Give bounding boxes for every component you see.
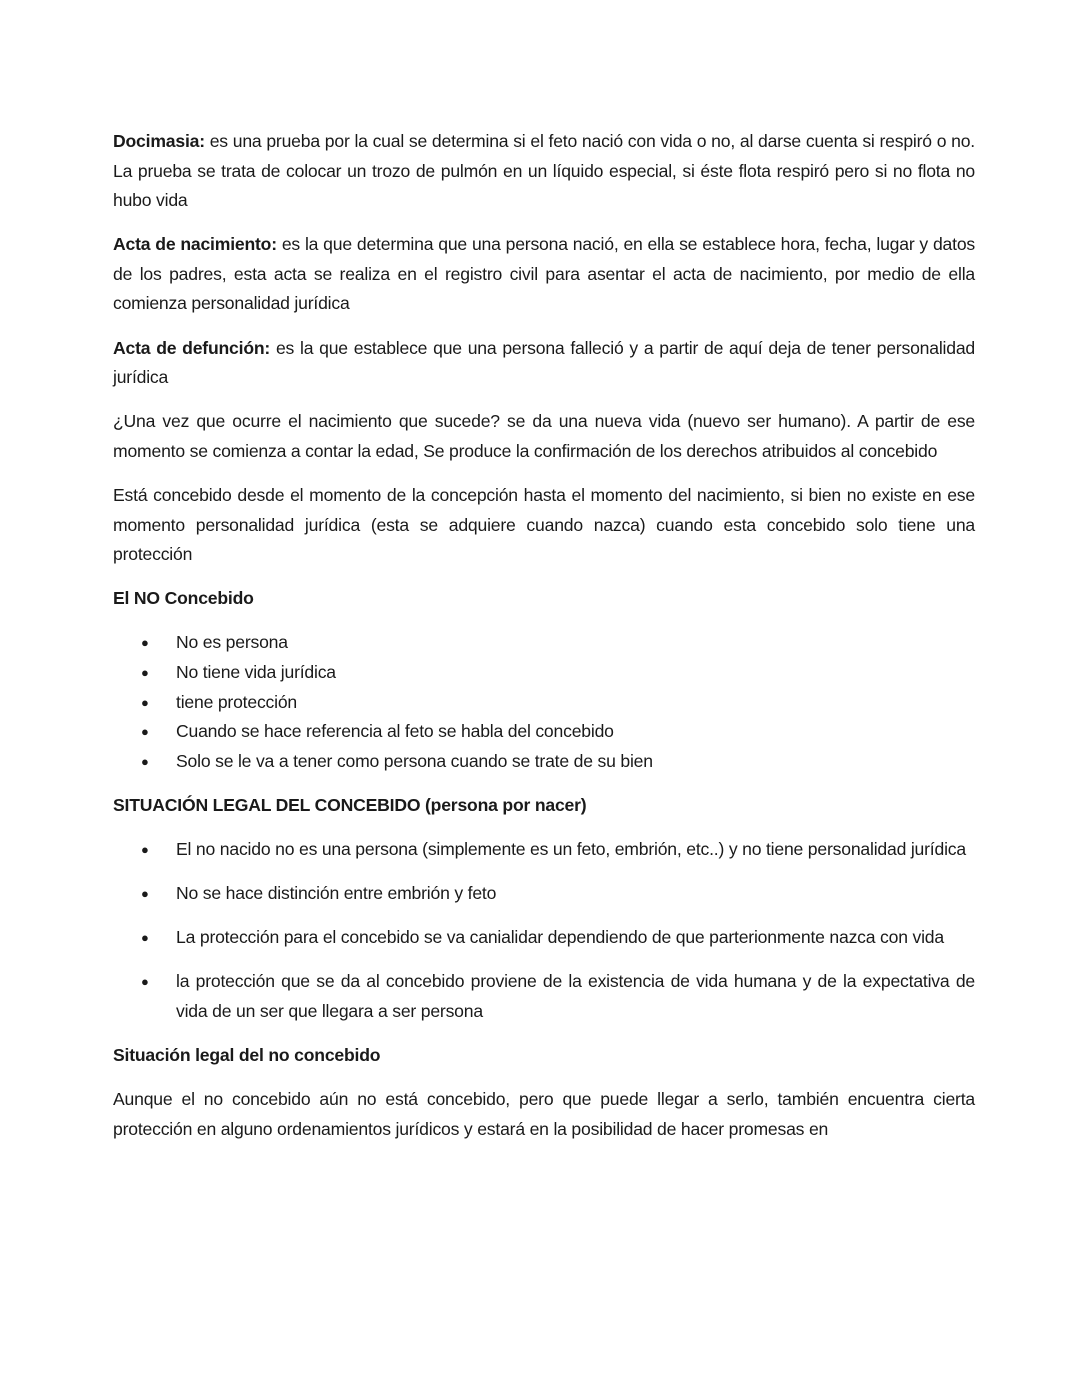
definition: es la que determina que una persona nació, en ella se establece hora, fecha, lugar y datos de los padres, esta acta se realiza en el registro civil para asentar el acta de nacimiento, por medio de ella comienza personalidad jurídica — [113, 234, 975, 314]
paragraph-no-concebido: Aunque el no concebido aún no está concebido, pero que puede llegar a serlo, también encuentra cierta protección en alguno ordenamientos jurídicos y estará en la posibilidad de hacer promesas en — [113, 1088, 975, 1139]
term: Acta de defunción: — [113, 337, 271, 358]
list-item: ● No se hace distinción entre embrión y feto — [113, 879, 975, 909]
heading-situacion-no-concebido — [113, 1041, 975, 1071]
paragraph-nacimiento-pregunta: ¿Una vez que ocurre el nacimiento que sucede? se da una nueva vida (nuevo ser humano). A partir de ese momento se comienza a contar la edad, Se produce la confirmación de los derechos atribuidos al concebido — [113, 411, 975, 461]
heading-text: Situación legal del no concebido — [113, 1044, 381, 1065]
list-situacion-concebido — [113, 835, 975, 1026]
list-item: ● tiene protección — [113, 688, 975, 718]
heading-text: El NO Concebido — [113, 588, 254, 609]
paragraph-docimasia — [113, 127, 975, 216]
list-item: ● Solo se le va a tener como persona cuando se trate de su bien — [113, 747, 975, 777]
definition: es una prueba por la cual se determina si el feto nació con vida o no, al darse cuenta si respiró o no. La prueba se trata de colocar un trozo de pulmón en un líquido especial, si éste flota respiró pero si no flota no hubo vida — [113, 131, 975, 211]
list-item: ● El no nacido no es una persona (simplemente es un feto, embrión, etc..) y no tiene personalidad jurídica — [113, 835, 975, 865]
list-item: ● la protección que se da al concebido proviene de la existencia de vida humana y de la expectativa de vida de un ser que llegara a ser persona — [113, 967, 975, 1026]
heading-text: SITUACIÓN LEGAL DEL CONCEBIDO (persona por nacer) — [113, 794, 587, 815]
heading-situacion-concebido — [113, 791, 975, 821]
term: Docimasia: — [113, 131, 205, 151]
paragraph-acta-defuncion — [113, 334, 975, 393]
paragraph-concebido: Está concebido desde el momento de la concepción hasta el momento del nacimiento, si bien no existe en ese momento personalidad jurídica (esta se adquiere cuando nazca) cuando esta concebido solo tiene una protección — [113, 484, 975, 565]
paragraph-acta-nacimiento — [113, 230, 975, 319]
document-page — [113, 127, 975, 1159]
list-item: ● No es persona — [113, 628, 975, 658]
list-item: ● No tiene vida jurídica — [113, 658, 975, 688]
list-item: ● Cuando se hace referencia al feto se habla del concebido — [113, 717, 975, 747]
term: Acta de nacimiento: — [113, 234, 277, 255]
list-item: ● La protección para el concebido se va canialidar dependiendo de que parterionmente nazca con vida — [113, 923, 975, 953]
heading-no-concebido — [113, 584, 975, 614]
definition: es la que establece que una persona falleció y a partir de aquí deja de tener personalidad jurídica — [113, 337, 975, 388]
list-no-concebido — [113, 628, 975, 776]
